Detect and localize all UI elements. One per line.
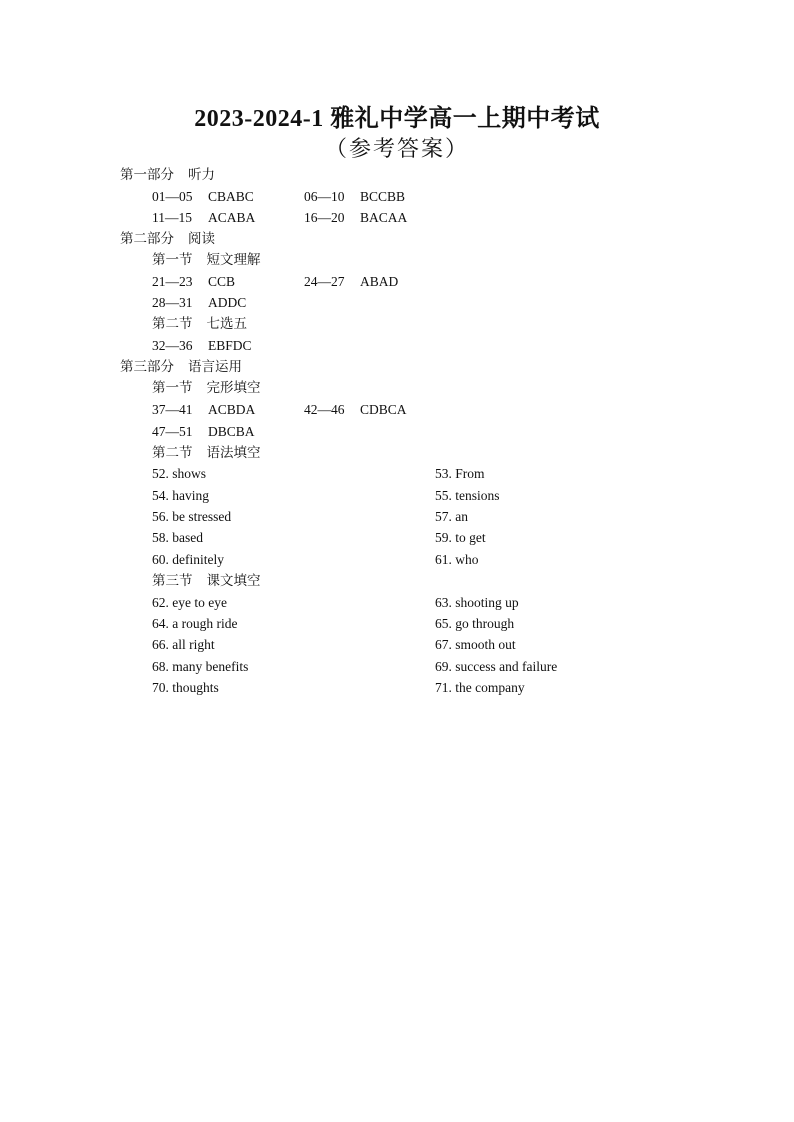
answer-item: 61. who bbox=[435, 552, 479, 567]
part2-sec1-heading bbox=[152, 249, 261, 271]
answer-item: 53. From bbox=[435, 466, 485, 481]
part3-sec3-heading bbox=[152, 570, 261, 592]
answer-item: 60. definitely bbox=[152, 552, 224, 567]
text-fill-row bbox=[0, 634, 794, 656]
part2-sec2-heading bbox=[152, 313, 247, 335]
answer-range: 47—51 bbox=[152, 424, 193, 439]
answer-item: 71. the company bbox=[435, 680, 525, 695]
answer-letters: ADDC bbox=[208, 295, 247, 310]
part3-heading bbox=[120, 356, 242, 378]
part3-sec1-heading-name: 完形填空 bbox=[206, 380, 261, 395]
part1-heading-num: 第一部分 bbox=[120, 167, 174, 182]
text-fill-row bbox=[0, 613, 794, 635]
answer-range: 01—05 bbox=[152, 189, 193, 204]
answer-letters: CBABC bbox=[208, 189, 254, 204]
answer-letters: BCCBB bbox=[360, 189, 406, 204]
answer-item: 58. based bbox=[152, 530, 203, 545]
grammar-row bbox=[0, 549, 794, 571]
part3-sec3-heading-num: 第三节 bbox=[152, 573, 193, 588]
page-subtitle: （参考答案） bbox=[324, 136, 469, 161]
answer-range: 32—36 bbox=[152, 338, 193, 353]
answer-range: 24—27 bbox=[304, 274, 345, 289]
answer-item: 54. having bbox=[152, 488, 209, 503]
answer-item: 57. an bbox=[435, 509, 468, 524]
part3-sec2-heading-num: 第二节 bbox=[152, 445, 193, 460]
answer-letters: CCB bbox=[208, 274, 236, 289]
part3-sec1-heading-num: 第一节 bbox=[152, 380, 193, 395]
answer-letters: ABAD bbox=[360, 274, 399, 289]
part1-heading bbox=[120, 164, 215, 186]
answer-letters: ACABA bbox=[208, 210, 256, 225]
part3-heading-num: 第三部分 bbox=[120, 359, 174, 374]
part2-heading bbox=[120, 228, 215, 250]
answer-letters: DBCBA bbox=[208, 424, 255, 439]
part2-sec1-heading-num: 第一节 bbox=[152, 252, 193, 267]
part2-sec2-heading-num: 第二节 bbox=[152, 316, 193, 331]
answer-item: 55. tensions bbox=[435, 488, 500, 503]
answer-range: 11—15 bbox=[152, 210, 192, 225]
answer-range: 16—20 bbox=[304, 210, 345, 225]
part3-sec1-row-2 bbox=[0, 421, 794, 443]
part2-sec1-heading-name: 短文理解 bbox=[206, 252, 261, 267]
answer-letters: BACAA bbox=[360, 210, 408, 225]
text-fill-row bbox=[0, 656, 794, 678]
answer-item: 65. go through bbox=[435, 616, 515, 631]
answer-item: 70. thoughts bbox=[152, 680, 219, 695]
grammar-row bbox=[0, 485, 794, 507]
grammar-row bbox=[0, 463, 794, 485]
answer-item: 69. success and failure bbox=[435, 659, 558, 674]
answer-range: 21—23 bbox=[152, 274, 193, 289]
answer-item: 56. be stressed bbox=[152, 509, 232, 524]
text-fill-row bbox=[0, 592, 794, 614]
part2-sec1-row-2 bbox=[0, 292, 794, 314]
answer-range: 37—41 bbox=[152, 402, 193, 417]
answer-letters: CDBCA bbox=[360, 402, 407, 417]
answer-range: 42—46 bbox=[304, 402, 345, 417]
answer-item: 59. to get bbox=[435, 530, 486, 545]
part1-row-1 bbox=[0, 186, 794, 208]
part2-heading-name: 阅读 bbox=[188, 231, 215, 246]
part3-heading-name: 语言运用 bbox=[188, 359, 242, 374]
answer-letters: EBFDC bbox=[208, 338, 252, 353]
answer-letters: ACBDA bbox=[208, 402, 256, 417]
answer-item: 52. shows bbox=[152, 466, 207, 481]
page-title: 2023-2024-1 雅礼中学高一上期中考试 bbox=[194, 106, 600, 132]
answer-item: 64. a rough ride bbox=[152, 616, 238, 631]
text-fill-row bbox=[0, 677, 794, 699]
answer-item: 63. shooting up bbox=[435, 595, 519, 610]
part3-sec2-heading-name: 语法填空 bbox=[206, 445, 261, 460]
part3-sec1-row-1 bbox=[0, 399, 794, 421]
answer-item: 62. eye to eye bbox=[152, 595, 227, 610]
answer-range: 06—10 bbox=[304, 189, 345, 204]
grammar-row bbox=[0, 506, 794, 528]
part1-heading-name: 听力 bbox=[188, 167, 215, 182]
part3-sec3-heading-name: 课文填空 bbox=[206, 573, 261, 588]
part1-row-2 bbox=[0, 207, 794, 229]
part2-heading-num: 第二部分 bbox=[120, 231, 174, 246]
answer-item: 67. smooth out bbox=[435, 637, 516, 652]
part3-sec2-heading bbox=[152, 442, 261, 464]
part2-sec1-row-1 bbox=[0, 271, 794, 293]
answer-item: 68. many benefits bbox=[152, 659, 249, 674]
answer-range: 28—31 bbox=[152, 295, 193, 310]
grammar-row bbox=[0, 527, 794, 549]
answer-item: 66. all right bbox=[152, 637, 215, 652]
part3-sec1-heading bbox=[152, 377, 261, 399]
part2-sec2-row-1 bbox=[0, 335, 794, 357]
part2-sec2-heading-name: 七选五 bbox=[206, 316, 247, 331]
